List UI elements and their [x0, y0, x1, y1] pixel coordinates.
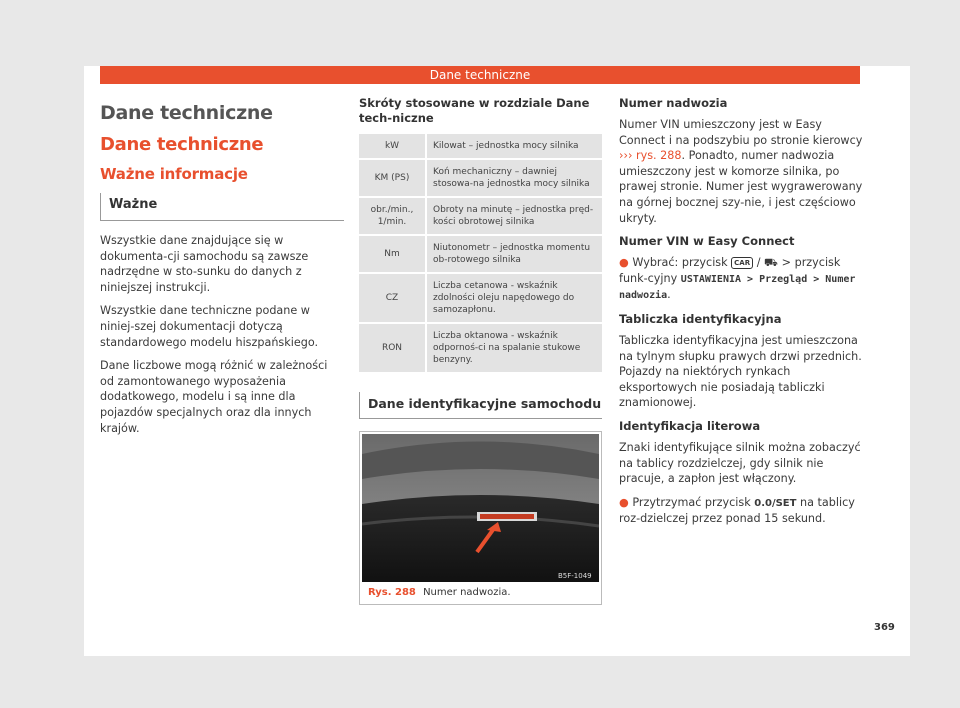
- car-button-icon: CAR: [731, 257, 753, 269]
- text: Przytrzymać przycisk: [632, 495, 751, 509]
- figure-caption-text: Numer nadwozia.: [423, 587, 511, 598]
- paragraph: Dane liczbowe mogą różnić w zależności od zamontowanego wyposażenia dodatkowego, modelu i są inne dla pojazdów specjalnych oraz dla innych krajów.: [100, 359, 328, 435]
- easy-connect-heading: Numer VIN w Easy Connect: [619, 234, 795, 249]
- vin-paragraph: [619, 117, 863, 226]
- main-title: Dane techniczne: [100, 102, 273, 124]
- table-row: [359, 274, 602, 322]
- menu-path: USTAWIENIA > Przegląd > Numer nadwozia: [619, 273, 856, 302]
- easy-connect-step: [619, 255, 863, 304]
- table-row: [359, 160, 602, 196]
- table-row: [359, 198, 602, 234]
- vehicle-id-heading: Dane identyfikacyjne samochodu: [359, 392, 602, 419]
- plate-paragraph: Tabliczka identyfikacyjna jest umieszczona na tylnym słupku prawych drzwi przednich. Pojazdy na niektórych rynkach eksportowych nie posiadają tabliczki znamionowej.: [619, 333, 862, 410]
- paragraph: Wszystkie dane znajdujące się w dokumenta-cji samochodu są zawsze nadrzędne w sto-sunku do danych z niniejszej instrukcji.: [100, 234, 309, 294]
- column-1: [100, 96, 344, 444]
- bullet-icon: ●: [619, 256, 629, 270]
- table-cell-abbr: KM (PS): [359, 160, 425, 196]
- figure-reference-link[interactable]: rys. 288: [635, 149, 682, 163]
- paragraph: Wszystkie dane techniczne podane w niniej-szej dokumentacji dotyczą standardowego modelu hiszpańskiego.: [100, 304, 319, 349]
- section-title: Dane techniczne: [100, 134, 264, 155]
- chapter-header: Dane techniczne: [100, 66, 860, 84]
- text: /: [756, 256, 761, 270]
- table-cell-desc: Liczba oktanowa - wskaźnik odpornoś-ci na spalanie stukowe benzyny.: [425, 324, 602, 372]
- subsection-title: Ważne informacje: [100, 165, 248, 183]
- column-2: [359, 96, 602, 605]
- table-cell-abbr: CZ: [359, 274, 425, 322]
- bullet-icon: ●: [619, 495, 629, 509]
- letter-id-step: [619, 495, 863, 527]
- table-cell-abbr: obr./min., 1/min.: [359, 198, 425, 234]
- table-cell-desc: Kilowat – jednostka mocy silnika: [425, 134, 602, 158]
- reference-arrow: ›››: [619, 149, 633, 163]
- text: .: [667, 288, 671, 302]
- important-heading: Ważne: [100, 193, 344, 221]
- set-button-label: 0.0/SET: [754, 497, 797, 509]
- abbreviations-table: [359, 132, 602, 374]
- plate-heading: Tabliczka identyfikacyjna: [619, 311, 782, 326]
- page-number: 369: [874, 622, 895, 633]
- text: na tablicy roz-dzielczej przez ponad 15 sekund.: [619, 495, 855, 526]
- windshield-illustration: [362, 434, 599, 582]
- text: . Ponadto, numer nadwozia umieszczony jest w komorze silnika, po prawej stronie. Numer jest wygrawerowany na górnej bocznej szy-nie, i jest częściowo ukryty.: [619, 149, 863, 225]
- letter-id-heading: Identyfikacja literowa: [619, 418, 761, 433]
- table-row: [359, 324, 602, 372]
- table-row: [359, 134, 602, 158]
- table-cell-abbr: kW: [359, 134, 425, 158]
- vin-heading: Numer nadwozia: [619, 96, 728, 110]
- table-cell-abbr: RON: [359, 324, 425, 372]
- figure-code: B5F-1049: [558, 572, 592, 580]
- table-cell-desc: Niutonometr – jednostka momentu ob-rotowego silnika: [425, 236, 602, 272]
- figure-number: Rys. 288: [368, 587, 416, 598]
- column-3: [619, 96, 863, 535]
- figure-288: [359, 431, 602, 605]
- table-row: [359, 236, 602, 272]
- vehicle-menu-icon: ⛟: [764, 256, 779, 270]
- letter-id-paragraph: Znaki identyfikujące silnik można zobaczyć na tablicy rozdzielczej, gdy silnik nie pracuje, a zapłon jest włączony.: [619, 440, 861, 486]
- table-title: Skróty stosowane w rozdziale Dane tech-niczne: [359, 96, 590, 125]
- table-cell-desc: Obroty na minutę – jednostka pręd-kości obrotowej silnika: [425, 198, 602, 234]
- figure-caption: [368, 587, 511, 598]
- table-cell-desc: Liczba cetanowa - wskaźnik zdolności oleju napędowego do samozapłonu.: [425, 274, 602, 322]
- table-cell-abbr: Nm: [359, 236, 425, 272]
- text: Wybrać: przycisk: [632, 256, 728, 270]
- text: Numer VIN umieszczony jest w Easy Connect i na podszybiu po stronie kierowcy: [619, 118, 863, 147]
- table-cell-desc: Koń mechaniczny – dawniej stosowa-na jednostka mocy silnika: [425, 160, 602, 196]
- windshield-vin-image: [362, 434, 599, 582]
- text: > przycisk funk-cyjny: [619, 256, 841, 285]
